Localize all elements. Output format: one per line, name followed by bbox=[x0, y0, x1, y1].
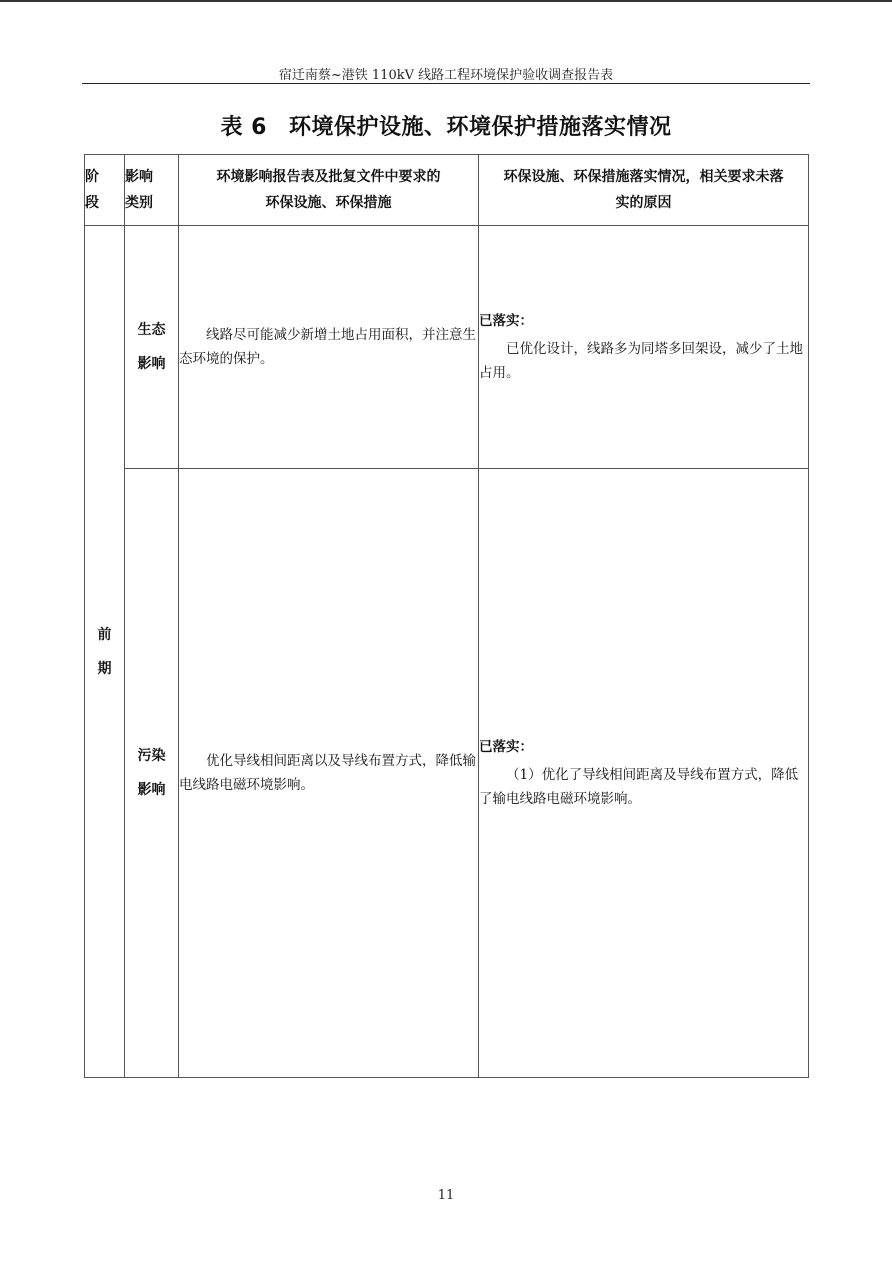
table-row-pollution bbox=[85, 469, 809, 1078]
requirement-cell: 优化导线相间距离以及导线布置方式，降低输电线路电磁环境影响。 bbox=[179, 469, 479, 1078]
table-title bbox=[0, 110, 892, 141]
page-number: 11 bbox=[437, 1188, 455, 1203]
impact-type-cell: 生态 影响 bbox=[125, 226, 179, 469]
measures-table bbox=[84, 154, 809, 1078]
header-rule bbox=[82, 83, 810, 84]
table-number: 表 6 bbox=[220, 115, 267, 140]
implementation-cell: 已落实： 已优化设计，线路多为同塔多回架设，减少了土地占用。 bbox=[479, 226, 809, 469]
stage-cell: 前 期 bbox=[85, 226, 125, 1078]
requirement-cell: 线路尽可能减少新增土地占用面积，并注意生态环境的保护。 bbox=[179, 226, 479, 469]
table-header-row bbox=[85, 155, 809, 226]
column-header-stage: 阶 段 bbox=[85, 155, 125, 226]
column-header-requirements: 环境影响报告表及批复文件中要求的 环保设施、环保措施 bbox=[179, 155, 479, 226]
top-border-line bbox=[0, 0, 892, 2]
column-header-implementation: 环保设施、环保措施落实情况，相关要求未落 实的原因 bbox=[479, 155, 809, 226]
running-header: 宿迁南蔡~港铁 110kV 线路工程环境保护验收调查报告表 bbox=[278, 68, 614, 83]
impact-type-cell: 污染 影响 bbox=[125, 469, 179, 1078]
status-label: 已落实： bbox=[479, 739, 533, 755]
implementation-cell: 已落实： （1）优化了导线相间距离及导线布置方式，降低了输电线路电磁环境影响。 bbox=[479, 469, 809, 1078]
status-label: 已落实： bbox=[479, 313, 533, 329]
column-header-impact-type: 影响 类别 bbox=[125, 155, 179, 226]
table-row-ecological bbox=[85, 226, 809, 469]
table-title-text: 环境保护设施、环境保护措施落实情况 bbox=[288, 115, 672, 140]
